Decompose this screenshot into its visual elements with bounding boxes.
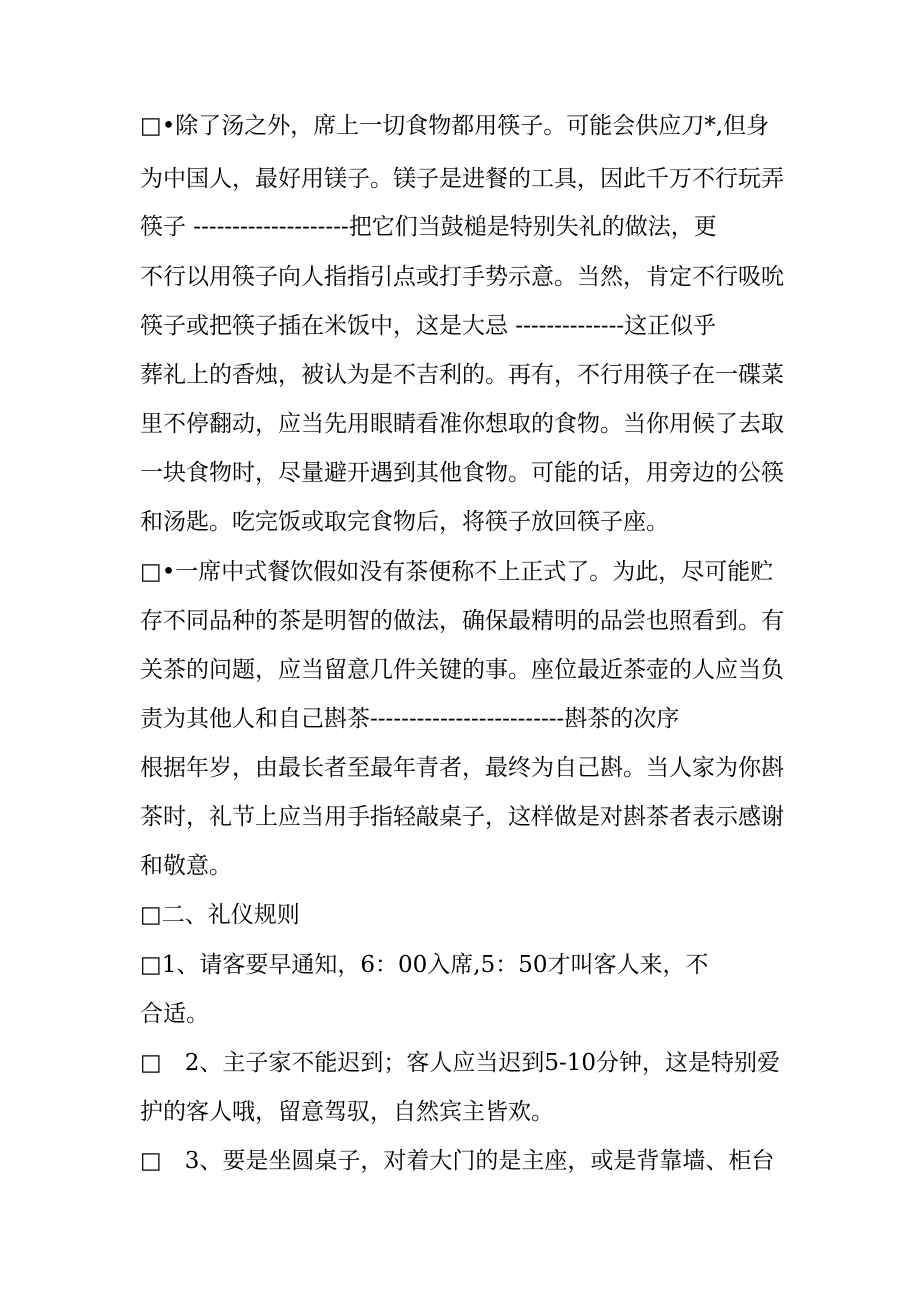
paragraph-line: □•除了汤之外，席上一切食物都用筷子。可能会供应刀*,但身 [140,113,770,139]
paragraph-line: 葬礼上的香烛，被认为是不吉利的。再有，不行用筷子在一碟菜 [140,362,784,388]
paragraph-line: 责为其他人和自己斟茶-------------------------斟茶的次序 [140,706,680,732]
paragraph-line: 和汤匙。吃完饭或取完食物后，将筷子放回筷子座。 [140,509,669,535]
paragraph-line: □ 3、要是坐圆桌子，对着大门的是主座，或是背靠墙、柜台 [140,1148,775,1174]
paragraph-line: 合适。 [140,1001,209,1027]
paragraph-line: 茶时，礼节上应当用手指轻敲桌子，这样做是对斟茶者表示感谢 [140,804,784,830]
paragraph-line: □ 2、主子家不能迟到；客人应当迟到5-10分钟，这是特别爱 [140,1050,781,1076]
paragraph-line: 存不同品种的茶是明智的做法，确保最精明的品尝也照看到。有 [140,608,784,634]
paragraph-line: □•一席中式餐饮假如没有茶便称不上正式了。为此，尽可能贮 [140,559,774,585]
paragraph-line: 里不停翻动，应当先用眼睛看准你想取的食物。当你用候了去取 [140,411,784,437]
paragraph-line: 不行以用筷子向人指指引点或打手势示意。当然，肯定不行吸吮 [140,264,784,290]
paragraph-line: □1、请客要早通知，6：00入席,5：50才叫客人来，不 [140,952,709,978]
paragraph-line: 筷子 --------------------把它们当鼓槌是特别失礼的做法，更 [140,214,717,240]
paragraph-line: 一块食物时，尽量避开遇到其他食物。可能的话，用旁边的公筷 [140,460,784,486]
section-heading: □二、礼仪规则 [140,902,300,928]
paragraph-line: 和敬意。 [140,853,232,879]
paragraph-line: 为中国人，最好用镁子。镁子是进餐的工具，因此千万不行玩弄 [140,166,784,192]
paragraph-line: 根据年岁，由最长者至最年青者，最终为自己斟。当人家为你斟 [140,755,784,781]
paragraph-line: 筷子或把筷子插在米饭中，这是大忌 --------------这正似乎 [140,313,717,339]
paragraph-line: 护的客人哦，留意驾驭，自然宾主皆欢。 [140,1099,554,1125]
paragraph-line: 关茶的问题，应当留意几件关键的事。座位最近茶壶的人应当负 [140,657,784,683]
